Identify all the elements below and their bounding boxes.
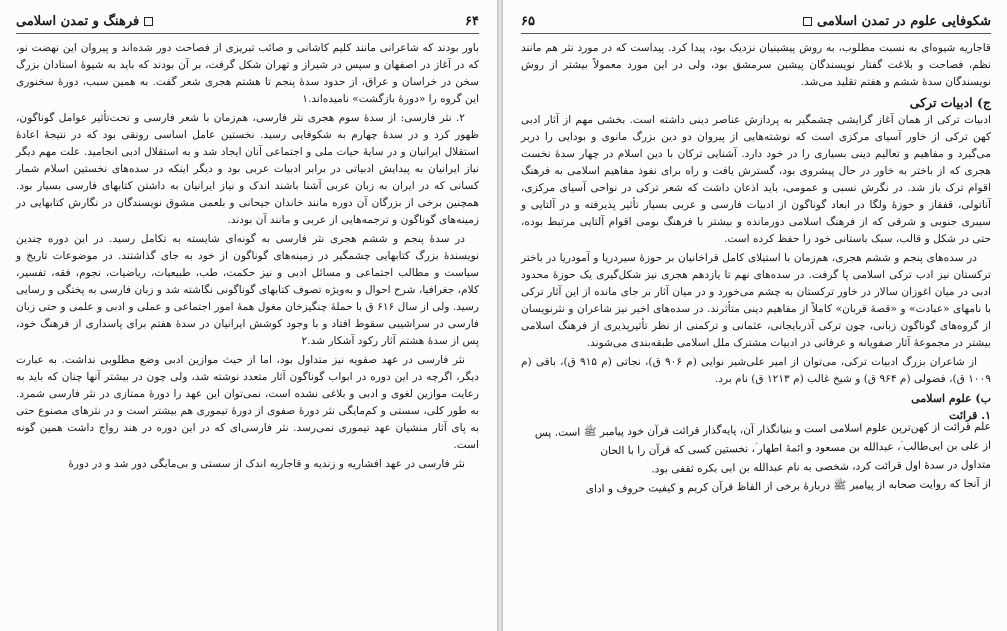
square-icon bbox=[144, 17, 153, 26]
page-body bbox=[521, 40, 991, 496]
square-icon bbox=[803, 17, 812, 26]
page-body bbox=[16, 40, 479, 473]
running-title: فرهنگ و تمدن اسلامی bbox=[16, 14, 158, 29]
handwritten-line: علم قرائت از کهن‌ترین علوم اسلامی است و بنیانگذار آن، پایه‌گذار قرائت قرآن خود پیامبر ﷺ است. پس bbox=[534, 420, 992, 440]
paragraph: ۲. نثر فارسی: از سدهٔ سوم هجری نثر فارسی، هم‌زمان با شعر فارسی و تحت‌تأثیر عوامل گوناگون، ظهور کرد و در سدهٔ چهارم به شکوفایی رسید. نخستین عامل اساسی رونقی بود که در نتیجهٔ اعادهٔ استقلال ایرانیان و در سایهٔ حیات ملی و اجتماعی آنان ایجاد شد و به استقلال ادبی انجامید. علت مهم دیگر نیاز ایرانیان به پیدایش ادبیاتی در برابر ادبیات عربی بود و دیگر اینکه در سده‌های نخستین اسلام شمار کسانی که در ایران به زبان عربی آشنا باشند اندک و نیاز ایرانیان به داشتن کتابهای فارسی بسیار بود. همچنین برخی از بزرگان آن دوره مانند خاندان جیحانی و بلعمی مشوق نویسندگان در نگارش کتابهایی در زمینه‌های گوناگون و ترجمه‌هایی از عربی و مانند آن بودند. bbox=[16, 112, 479, 226]
running-title: شکوفایی علوم در تمدن اسلامی bbox=[798, 14, 991, 29]
paragraph: ادبیات ترکی از همان آغاز گرایشی چشمگیر به پردازش عناصر دینی داشته است. بخشی مهم از آثار ادبی کهن ترکی از خاور آسیای مرکزی است که نوشته‌هایی از پیروان دو دین بزرگ مانوی و بودایی را دربر می‌گیرد و مفاهیم و تعالیم دینی بسیاری را در خود دارد. آشنایی ترکان با دین اسلام در چهار سدهٔ نخست هجری که از باختر به خاور در حال پیشروی بود، گسترش یافت و راه برای نفوذ مفاهیم اسلامی به فرهنگ اقوام ترک باز شد. در نگرش نسبی و عمومی، باید اذعان داشت که شعر ترکی در نواحی آسیای مرکزی، آناتولی، قفقاز و حوزهٔ ولگا در ابعاد گوناگون از ادبیات فارسی و عربی بسیار تأثیر پذیرفته و در آلتایی و سیبری جنوبی و شرقی که از فرهنگ اسلامی دورمانده و بیشتر با فرهنگ بومی اقوام آلتایی مرتبط بوده، حتی در شکل و قالب، سبک باستانی خود را حفظ کرده است. bbox=[521, 114, 991, 245]
handwritten-line: از آنجا که روایت صحابه از پیامبر ﷺ دربارهٔ برخی از الفاظ قرآن کریم و کیفیت حروف و ادای bbox=[585, 477, 992, 496]
paragraph: باور بودند که شاعرانی مانند کلیم کاشانی و صائب تبریزی از فصاحت دور شده‌اند و پیروان این نهضت نو، که در آغاز در اصفهان و سپس در شیراز و تهران شکل گرفت، بر آن بودند که باید به شیوهٔ استادان بزرگ سخن در خراسان و عراق، از حدود سدهٔ پنجم تا هشتم هجری شعر گفت. به همین سبب، دورهٔ سخنوری این گروه را «دورهٔ بازگشت» نامیده‌اند.۱ bbox=[16, 42, 479, 105]
left-page bbox=[0, 0, 497, 631]
page-header bbox=[16, 12, 479, 34]
handwritten-line: از علی بن ابی‌طالب ؑ، عبدالله بن مسعود و ائمهٔ اطهار ؑ، نخستین کسی که قرآن را با الحان bbox=[600, 439, 992, 458]
page-header bbox=[521, 12, 991, 34]
right-page bbox=[503, 0, 1007, 631]
paragraph: نثر فارسی در عهد افشاریه و زندیه و قاجاریه اندک از سستی و بی‌مایگی دور شد و در دورهٔ bbox=[68, 458, 465, 470]
paragraph: قاجاریه شیوه‌ای به نسبت مطلوب، به روش پیشینیان نزدیک بود، پیدا کرد. پیداست که در مورد نثر هم مانند نظم، فصاحت و بلاغت گفتار نویسندگان پیشین سرمشق بود، ولی در این مورد معمولاً بیشتر از روش نویسندگان سدهٔ ششم و هفتم تقلید می‌شد. bbox=[521, 42, 991, 88]
paragraph: نثر فارسی در عهد صفویه نیز متداول بود، اما از حیث موازین ادبی وضع مطلوبی نداشت. به عبارت دیگر، اگرچه در این دوره در ابواب گوناگون آثار متعدد نوشته شد، ولی چون در بیشتر آنها چنان که باید به رعایت موازین لغوی و ادبی و بلاغی نشده است، نمی‌توان این عهد را دورهٔ ممتازی در نثر فارسی شمرد. به طور کلی، سستی و کم‌مایگی نثر دورهٔ صفوی از دورهٔ تیموری هم بیشتر است و در نثرهای مصنوع حتی به پای آثار منشیان عهد تیموری نمی‌رسد. نثر فارسی‌ای که در این دوره در هند رواج داشت همین گونه است. bbox=[16, 354, 479, 451]
paragraph: در سدهٔ پنجم و ششم هجری نثر فارسی به گونه‌ای شایسته به تکامل رسید. در این دوره چندین نویسندهٔ بزرگ کتابهایی چشمگیر در زمینه‌های گوناگون از خود به جای گذاشتند. در موضوعات تاریخ و سیاست و مطالب اجتماعی و مسائل ادبی و نیز حکمت، طب، طبیعیات، ریاضیات، نجوم، فقه، تفسیر، کلام، جغرافیا، شرح احوال و به‌ویژه تصوف کتابهای گوناگونی نگاشته شد و زبان فارسی به پختگی و رسایی رسید. ولی از سال ۶۱۶ ق با حملهٔ چنگیزخان مغول همهٔ امور اجتماعی و عملی و ادبی و علمی و حتی زبان فارسی در سراشیبی سقوط افتاد و با وجود کوشش ایرانیان در سدهٔ هفتم برای پاسداری از فرهنگ خود، پس از سدهٔ هشتم آثار رکود آشکار شد.۲ bbox=[16, 233, 479, 347]
subsection-heading: ۱. قرائت bbox=[949, 409, 991, 422]
handwritten-line: متداول در سدهٔ اول قرائت کرد، شخصی به نام عبدالله بن ابی بکره ثقفی بود. bbox=[651, 458, 992, 476]
section-heading: ج) ادبیات ترکی bbox=[909, 95, 991, 110]
paragraph: از شاعران بزرگ ادبیات ترکی، می‌توان از امیر علی‌شیر نوایی (م ۹۰۶ ق)، نجاتی (م ۹۱۵ ق)، باقی (م ۱۰۰۹ ق)، فضولی (م ۹۶۴ ق) و شیخ غالب (م ۱۲۱۳ ق) نام برد. bbox=[521, 356, 991, 385]
page-number: ۶۴ bbox=[465, 13, 479, 29]
page-number: ۶۵ bbox=[521, 13, 535, 29]
paragraph: در سده‌های پنجم و ششم هجری، هم‌زمان با استیلای کامل قراخانیان بر حوزهٔ سیردریا و آمودریا در باختر ترکستان نیز ادب ترکی اسلامی پا گرفت. در سده‌های نهم تا یازدهم هجری نیز شکل‌گیری یک حوزهٔ محدود ادبی در میان اغوزان سالار در خاور ترکستان به چشم می‌خورد و در میان آثار بر جای مانده از این آثار ترکی با نامهای «عبادت» و «قصهٔ قربان» کاملاً از مفاهیم دینی متأثرند. در سده‌های اخیر نیز شاعران و نثرنویسان از گروه‌های گوناگون زبانی، چون ترکی آذربایجانی، عثمانی و ترکمنی از نظر تأثیرپذیری از فرهنگ اسلامی بیشتر در مجموعهٔ آثار صفویانه و عرفانی در ادبیات مشترک ملل اسلامی طبقه‌بندی می‌شوند. bbox=[521, 252, 991, 349]
section-heading: ب) علوم اسلامی bbox=[911, 392, 991, 405]
